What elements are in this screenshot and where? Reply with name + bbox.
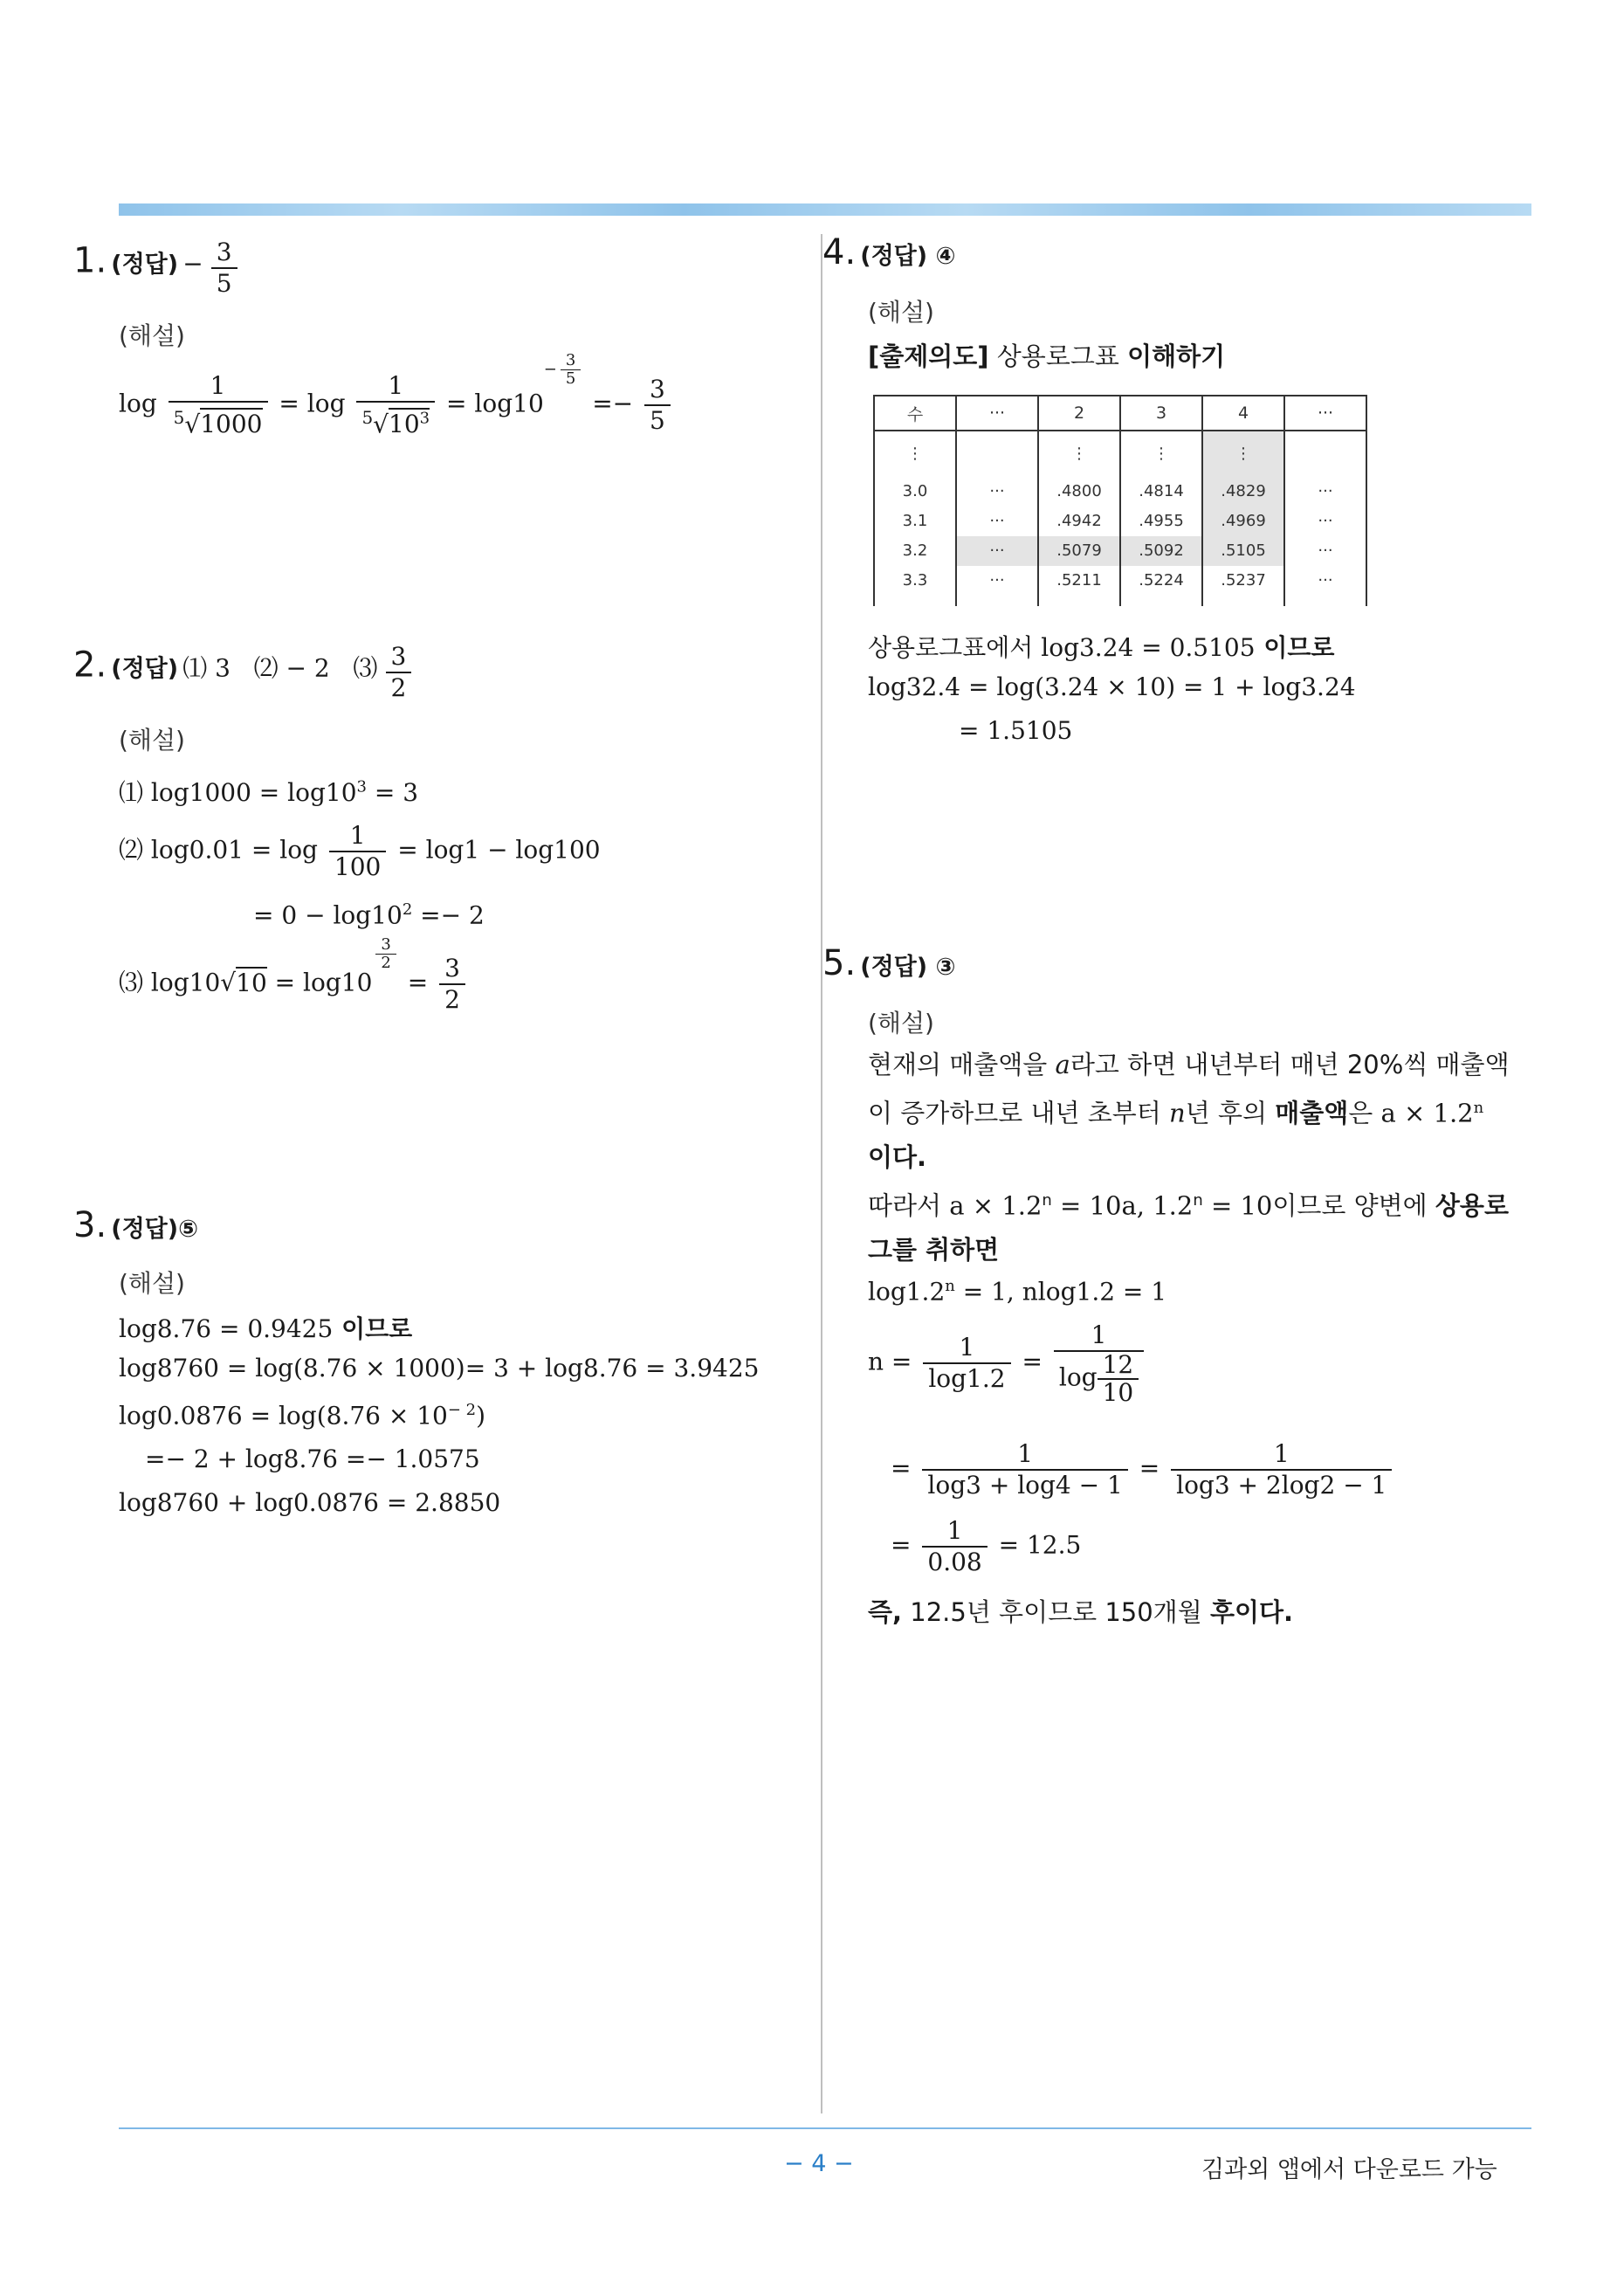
- footer-download-note: 김과외 앱에서 다운로드 가능: [1201, 2156, 1497, 2183]
- answer-tag: (정답): [111, 655, 179, 683]
- conclusion-line: 즉, 12.5년 후이므로 150개월 후이다.: [868, 1597, 1293, 1627]
- explanation-label: (해설): [868, 1009, 934, 1038]
- explanation-label: (해설): [119, 1269, 185, 1298]
- intent-line: [출제의도] 상용로그표 이해하기: [868, 341, 1226, 371]
- solution-line-4: ⑶ log10√10 = log10 $\frac{3}{2}$ = $\frac{3}{2}$: [119, 954, 469, 1015]
- answer-tag: (정답) ③: [860, 954, 956, 981]
- solution-line-5: log8760 + log0.0876 = 2.8850: [119, 1488, 501, 1517]
- question-2-answer-line: [73, 642, 415, 703]
- footer-divider: [119, 2127, 1531, 2129]
- solution-line-6: = $\frac{1}{0.08}$ = 12.5: [891, 1516, 1082, 1576]
- question-number: 3.: [73, 1205, 107, 1245]
- table-row: 3.1 ··· .4942 .4955 .4969 ···: [874, 507, 1366, 536]
- solution-line-1: ⑴ $\log 1000 = \log 10^3 = 3$: [119, 777, 419, 807]
- question-4-answer-line: [822, 232, 955, 272]
- question-5-answer-line: [822, 943, 955, 983]
- solution-line-3: $\log 1.2^n = 1$, nlog1.2 = 1: [868, 1277, 1167, 1307]
- solution-line-4: n = $\frac{1}{\log 1.2}$ = 1 log $\frac{12}{10}$: [868, 1320, 1147, 1406]
- solution-line-1: 상용로그표에서 log3.24 = 0.5105 이므로: [868, 633, 1335, 662]
- explanation-label: (해설): [868, 298, 934, 327]
- table-row-highlighted: 3.2 ··· .5079 .5092 .5105 ···: [874, 536, 1366, 566]
- solution-line-2: ⑵ log0.01 = log $\frac{1}{100}$ = log1 − log100: [119, 821, 601, 881]
- table-row: 3.3 ··· .5211 .5224 .5237 ···: [874, 566, 1366, 606]
- question-number: 5.: [822, 943, 857, 983]
- solution-line-4: =− 2 + log8.76 =− 1.0575: [145, 1444, 480, 1473]
- table-row: ⋮ ⋮ ⋮ ⋮: [874, 431, 1366, 477]
- question-number: 4.: [822, 232, 857, 272]
- solution-line-5: = $\frac{1}{\log 3 + \log 4 - 1}$ = $\frac{1}{\log 3 + 2\log 2 - 1}$: [891, 1439, 1395, 1500]
- answer-fraction: $\frac{3}{5}$: [211, 238, 237, 299]
- explanation-label: (해설): [119, 726, 185, 755]
- log-table: [873, 395, 1367, 606]
- question-1-answer-line: [73, 238, 241, 299]
- question-number: 1.: [73, 240, 107, 281]
- explanation-paragraph-2: 따라서 $a \times 1.2^n = 10a$, $1.2^n = 10$이므로 양변에 상용로그를 취하면: [868, 1190, 1509, 1265]
- table-row: 3.0 ··· .4800 .4814 .4829 ···: [874, 477, 1366, 507]
- question-3-answer-line: [73, 1205, 198, 1245]
- page-number: − 4 −: [784, 2150, 854, 2177]
- log-table-header: 수 ··· 2 3 4 ···: [874, 396, 1366, 431]
- question-number: 2.: [73, 645, 107, 686]
- header-accent-bar: [119, 203, 1531, 216]
- solution-line-3: $\log 0.0876 = \log(8.76 \times 10^{- 2})$: [119, 1401, 486, 1431]
- solution-line-2: log8760 = log(8.76 × 1000)= 3 + log8.76 = 3.9425: [119, 1354, 760, 1382]
- explanation-paragraph-1: 현재의 매출액을 a라고 하면 내년부터 매년 20%씩 매출액이 증가하므로 내년 초부터 n년 후의 매출액은 $a \times 1.2^n$ 이다.: [868, 1050, 1510, 1172]
- answer-fraction: $\frac{3}{2}$: [386, 642, 412, 703]
- answer-sign: −: [182, 249, 203, 279]
- column-divider: [821, 234, 822, 2113]
- solution-line-3: = 1.5105: [959, 716, 1073, 745]
- explanation-label: (해설): [119, 321, 185, 350]
- solution-line-3: = $0 - \log 10^2 =- 2$: [253, 900, 485, 930]
- answer-tag: (정답) ④: [860, 243, 956, 270]
- answer-tag: (정답): [111, 251, 179, 279]
- answer-text: ⑴ 3 ⑵ − 2 ⑶: [182, 653, 378, 683]
- solution-line: log $\frac{1}{^5√1000}$ = log $\frac{1}{^5√10^3}$ = log10− $\frac{3}{5}$ =− $\frac{3}{5}$: [119, 371, 674, 439]
- solution-line-2: log32.4 = log(3.24 × 10) = 1 + log3.24: [868, 672, 1356, 701]
- answer-tag: (정답)⑤: [111, 1216, 198, 1243]
- solution-line-1: log8.76 = 0.9425 이므로: [119, 1314, 413, 1343]
